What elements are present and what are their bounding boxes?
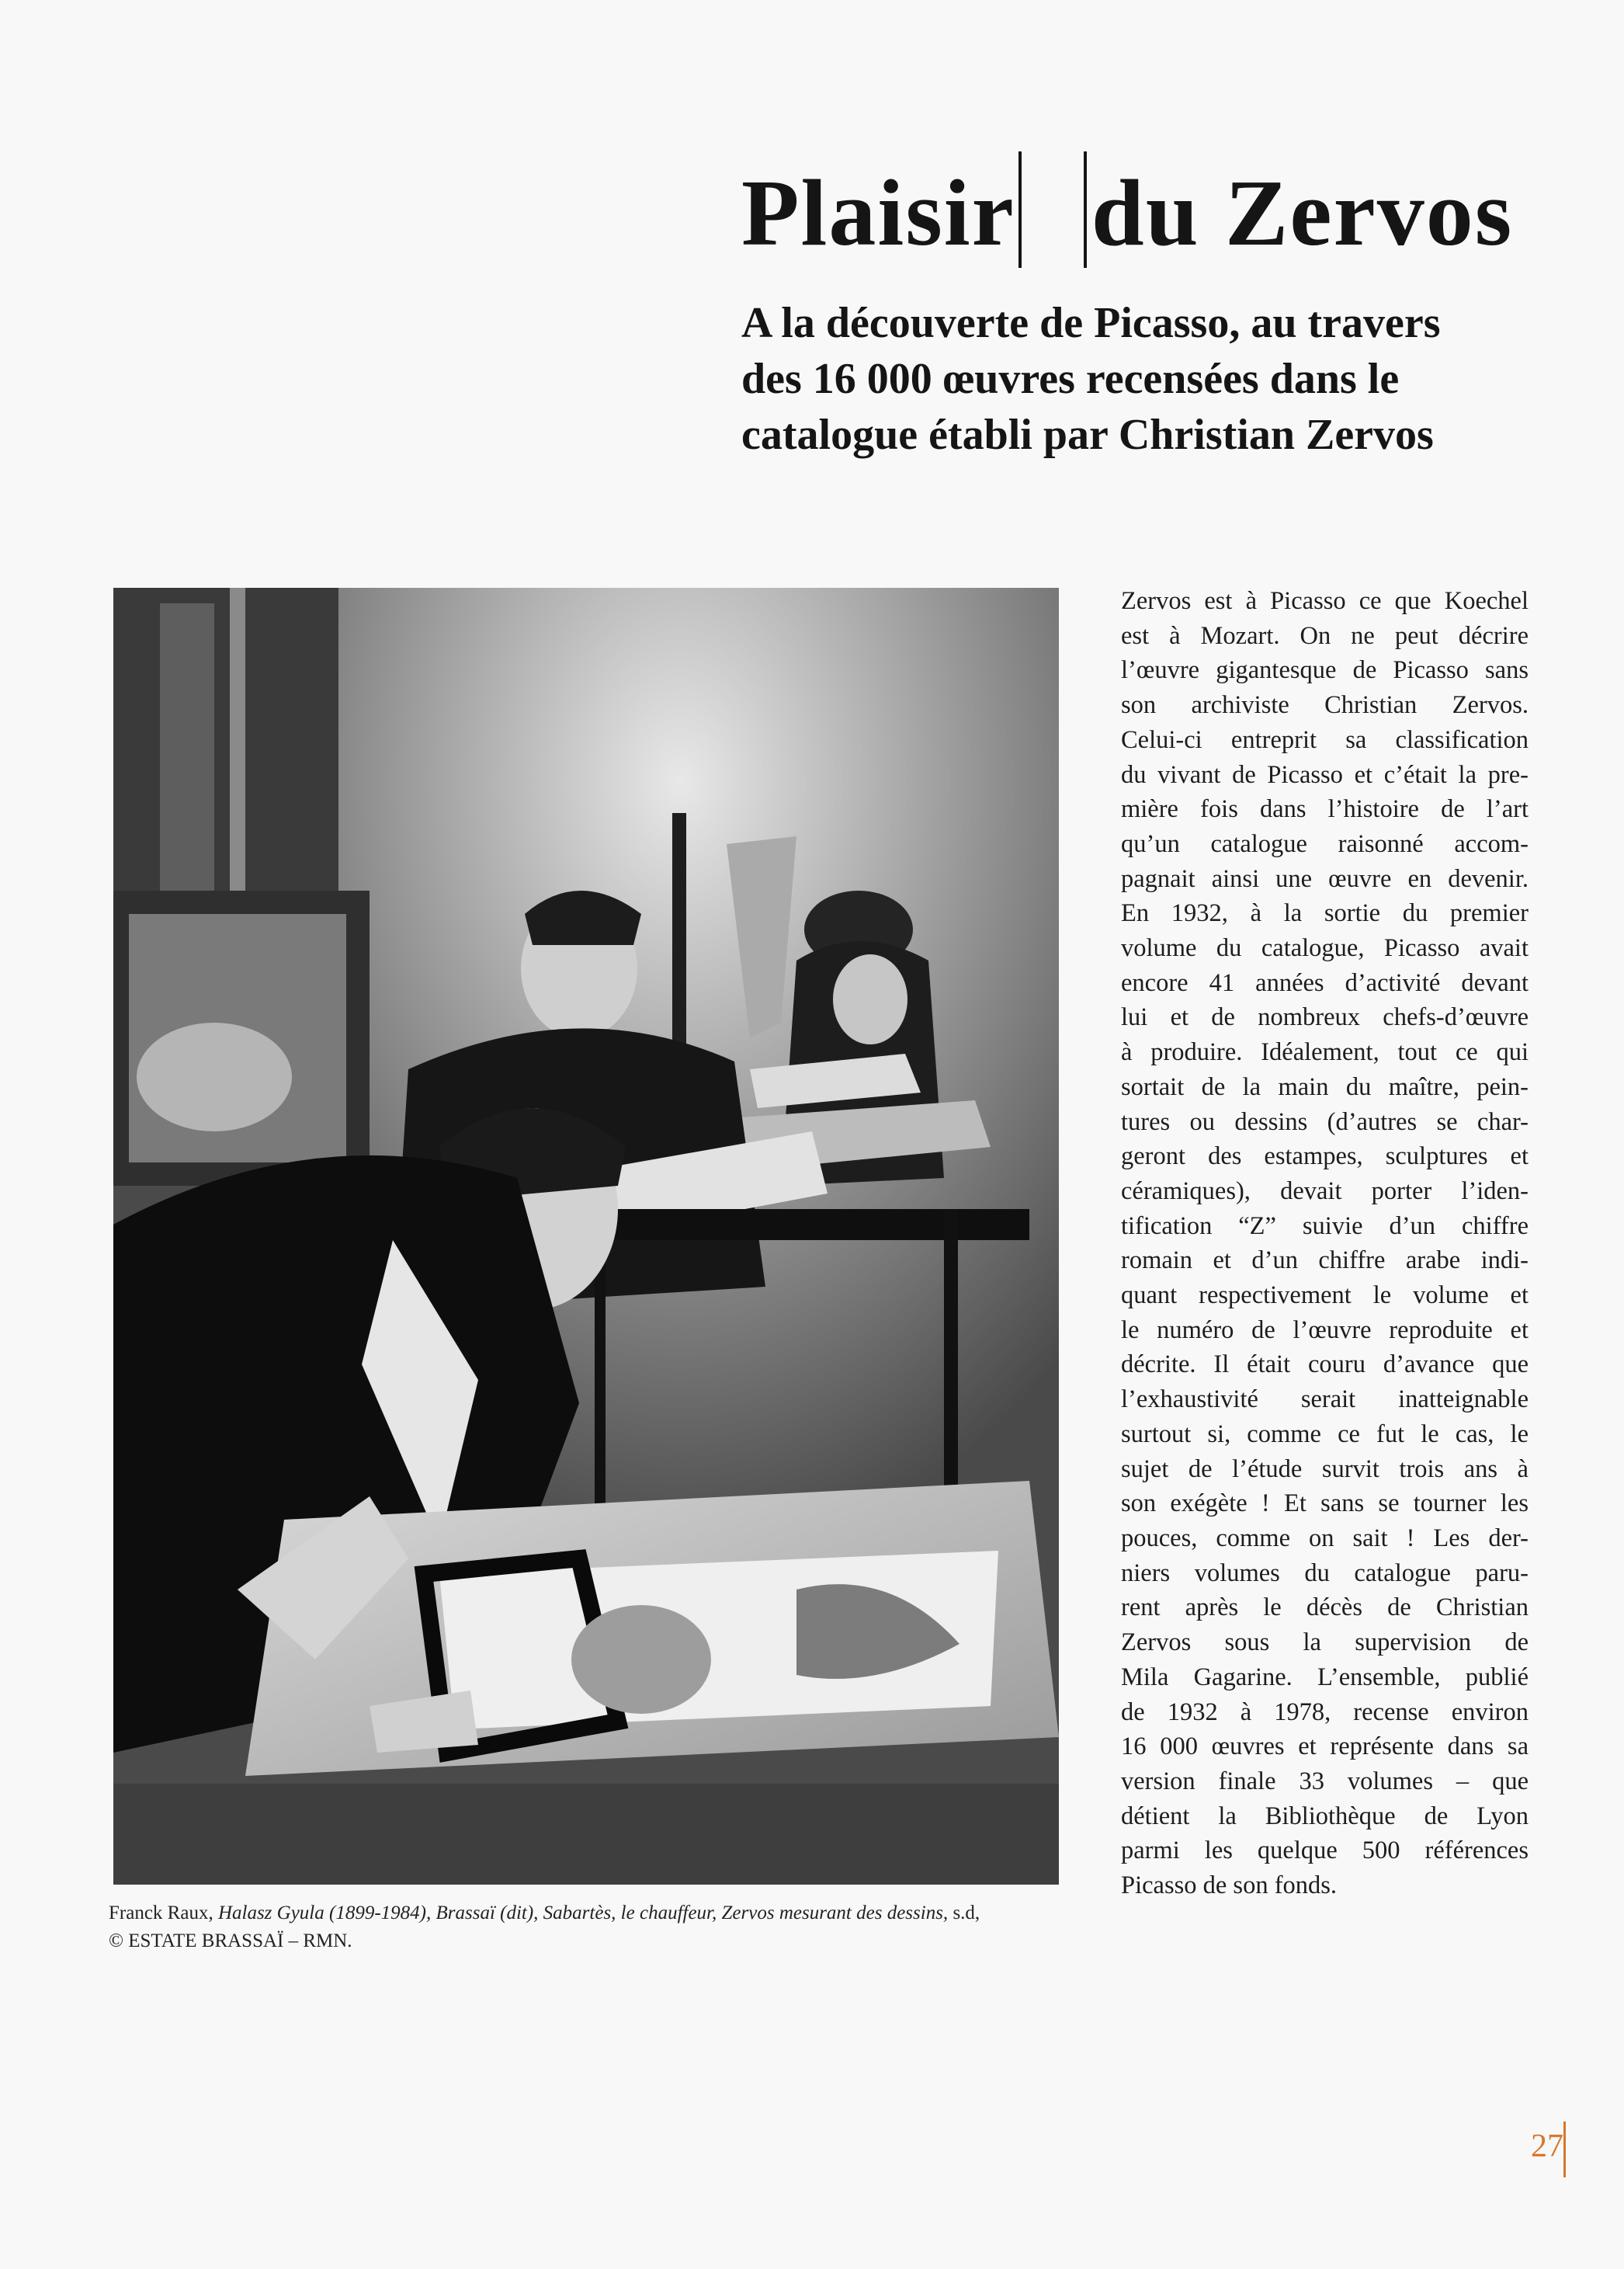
body-line: son archiviste Christian Zervos. [1121, 691, 1529, 720]
body-line: volume du catalogue, Picasso avait [1121, 934, 1529, 963]
body-line: qu’un catalogue raisonné accom- [1121, 829, 1529, 858]
body-line: son exégète ! Et sans se tourner les [1121, 1489, 1529, 1518]
subtitle-line: catalogue établi par Christian Zervos [741, 411, 1434, 459]
body-line: niers volumes du catalogue paru- [1121, 1558, 1529, 1587]
body-line: version finale 33 volumes – que [1121, 1767, 1529, 1795]
body-line: le numéro de l’œuvre reproduite et [1121, 1315, 1529, 1344]
body-line: céramiques), devait porter l’iden- [1121, 1176, 1529, 1205]
page-number-rule [1563, 2121, 1566, 2177]
body-line: Mila Gagarine. L’ensemble, publié [1121, 1663, 1529, 1691]
title-part-1: Plaisir [741, 161, 1015, 266]
body-line: est à Mozart. On ne peut décrire [1121, 621, 1529, 650]
caption-date: s.d, [948, 1902, 980, 1923]
body-line: du vivant de Picasso et c’était la pre- [1121, 760, 1529, 789]
body-line: quant respectivement le volume et [1121, 1281, 1529, 1310]
archive-photo [113, 588, 1059, 1885]
body-line: l’œuvre gigantesque de Picasso sans [1121, 656, 1529, 685]
article-subtitle [741, 295, 1580, 463]
body-line: de 1932 à 1978, recense environ [1121, 1697, 1529, 1726]
title-rule [1084, 151, 1087, 268]
body-line: pouces, comme on sait ! Les der- [1121, 1524, 1529, 1552]
body-line: parmi les quelque 500 références [1121, 1836, 1529, 1865]
body-line: rent après le décès de Christian [1121, 1593, 1529, 1622]
body-line: mière fois dans l’histoire de l’art [1121, 795, 1529, 824]
body-line: décrite. Il était couru d’avance que [1121, 1350, 1529, 1379]
photo-caption [109, 1899, 1071, 1955]
body-line: encore 41 années d’activité devant [1121, 968, 1529, 997]
body-line: lui et de nombreux chefs-d’œuvre [1121, 1003, 1529, 1032]
photo-illustration [113, 588, 1059, 1885]
page-number-text: 27 [1531, 2128, 1563, 2164]
body-line: détient la Bibliothèque de Lyon [1121, 1802, 1529, 1830]
caption-line-1 [109, 1899, 1071, 1927]
body-line: Picasso de son fonds. [1121, 1871, 1338, 1900]
body-line: geront des estampes, sculptures et [1121, 1142, 1529, 1171]
body-line: à produire. Idéalement, tout ce qui [1121, 1038, 1529, 1067]
page-number [1531, 2128, 1563, 2165]
caption-title: Halasz Gyula (1899-1984), Brassaï (dit), Sabartès, le chauffeur, Zervos mesurant des dessins, [217, 1902, 949, 1923]
article-body [1121, 584, 1529, 1903]
body-line: Zervos est à Picasso ce que Koechel [1121, 587, 1529, 615]
subtitle-line: A la découverte de Picasso, au travers [741, 299, 1441, 347]
body-line: tures ou dessins (d’autres se char- [1121, 1107, 1529, 1136]
body-line: Celui-ci entreprit sa classification [1121, 725, 1529, 754]
title-part-2: du Zervos [1091, 161, 1514, 266]
article-title [741, 151, 1513, 268]
caption-author: Franck Raux, [109, 1902, 218, 1923]
caption-credit: © ESTATE BRASSAÏ – RMN. [109, 1930, 352, 1951]
body-line: Zervos sous la supervision de [1121, 1628, 1529, 1657]
body-line: En 1932, à la sortie du premier [1121, 899, 1529, 928]
body-line: l’exhaustivité serait inatteignable [1121, 1385, 1529, 1414]
subtitle-line: des 16 000 œuvres recensées dans le [741, 355, 1400, 403]
body-line: 16 000 œuvres et représente dans sa [1121, 1732, 1529, 1761]
body-line: pagnait ainsi une œuvre en devenir. [1121, 864, 1529, 893]
body-line: surtout si, comme ce fut le cas, le [1121, 1419, 1529, 1448]
body-line: sujet de l’étude survit trois ans à [1121, 1454, 1529, 1483]
body-line: tification “Z” suivie d’un chiffre [1121, 1211, 1529, 1240]
title-rule [1018, 151, 1022, 268]
body-line: romain et d’un chiffre arabe indi- [1121, 1246, 1529, 1275]
body-line: sortait de la main du maître, pein- [1121, 1072, 1529, 1101]
